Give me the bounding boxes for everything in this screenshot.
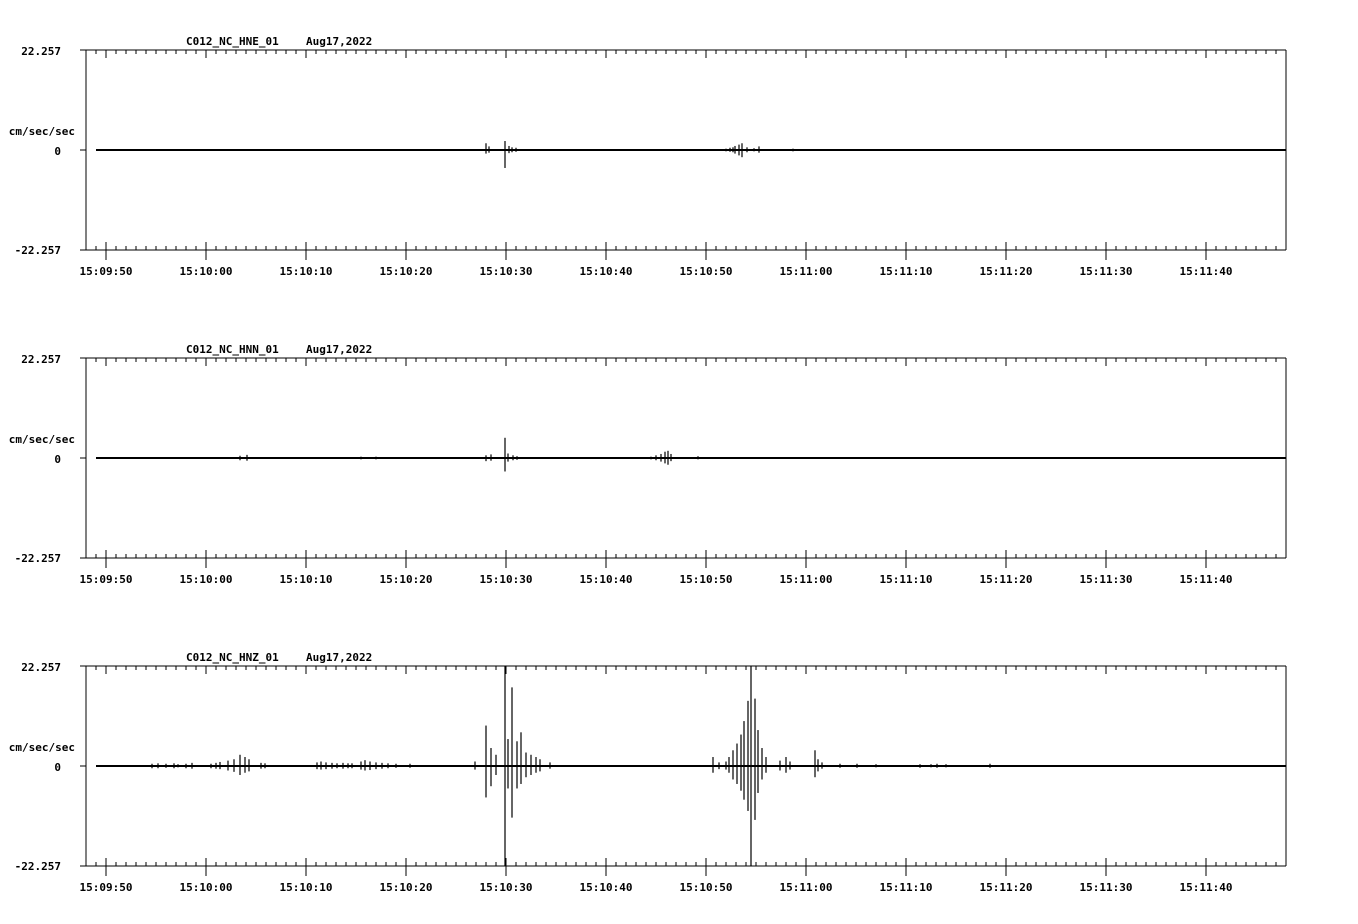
x-tick-label: 15:11:20 [979, 881, 1033, 894]
y-zero-label: 0 [54, 761, 61, 774]
x-tick-label: 15:11:30 [1079, 881, 1133, 894]
x-tick-label: 15:09:50 [79, 265, 133, 278]
channel-title: C012_NC_HNZ_01 [186, 651, 279, 664]
x-tick-label: 15:11:20 [979, 573, 1033, 586]
x-tick-label: 15:10:30 [479, 265, 533, 278]
channel-panel-hnn [9, 343, 1286, 586]
y-zero-label: 0 [54, 145, 61, 158]
x-tick-label: 15:11:10 [879, 265, 933, 278]
x-tick-label: 15:10:50 [679, 573, 733, 586]
x-tick-label: 15:10:00 [179, 265, 233, 278]
x-tick-label: 15:10:20 [379, 881, 433, 894]
x-tick-label: 15:11:30 [1079, 573, 1133, 586]
waveform-marks [80, 666, 1286, 876]
channel-panel-hne [9, 35, 1286, 278]
waveform-marks [80, 358, 1286, 568]
channel-title: C012_NC_HNN_01 [186, 343, 279, 356]
x-tick-label: 15:11:10 [879, 881, 933, 894]
x-tick-label: 15:10:20 [379, 265, 433, 278]
x-tick-label: 15:09:50 [79, 881, 133, 894]
x-tick-label: 15:10:40 [579, 573, 633, 586]
channel-date: Aug17,2022 [306, 35, 373, 48]
x-tick-labels [80, 881, 1233, 894]
y-max-label: 22.257 [21, 661, 61, 674]
x-tick-label: 15:10:40 [579, 265, 633, 278]
x-tick-label: 15:10:00 [179, 573, 233, 586]
channel-panel-hnz [9, 651, 1286, 894]
x-tick-label: 15:11:40 [1179, 265, 1233, 278]
x-tick-labels [80, 573, 1233, 586]
y-max-label: 22.257 [21, 45, 61, 58]
y-unit-label: cm/sec/sec [8, 125, 75, 138]
x-tick-label: 15:10:30 [479, 573, 533, 586]
x-tick-label: 15:11:30 [1079, 265, 1133, 278]
x-tick-label: 15:11:40 [1179, 573, 1233, 586]
channel-title: C012_NC_HNE_01 [186, 35, 279, 48]
x-tick-label: 15:11:00 [779, 573, 833, 586]
x-tick-label: 15:10:10 [279, 573, 333, 586]
x-tick-labels [80, 265, 1233, 278]
y-max-label: 22.257 [21, 353, 61, 366]
x-tick-label: 15:11:00 [779, 265, 833, 278]
y-unit-label: cm/sec/sec [8, 741, 75, 754]
x-tick-label: 15:10:00 [179, 881, 233, 894]
x-tick-label: 15:11:40 [1179, 881, 1233, 894]
x-tick-label: 15:10:50 [679, 265, 733, 278]
y-zero-label: 0 [54, 453, 61, 466]
x-tick-label: 15:10:10 [279, 881, 333, 894]
channel-date: Aug17,2022 [306, 651, 373, 664]
y-min-label: -22.257 [14, 860, 61, 873]
x-tick-label: 15:11:20 [979, 265, 1033, 278]
waveform-marks [80, 50, 1286, 260]
x-tick-label: 15:10:30 [479, 881, 533, 894]
x-tick-label: 15:10:10 [279, 265, 333, 278]
y-unit-label: cm/sec/sec [8, 433, 75, 446]
channel-date: Aug17,2022 [306, 343, 373, 356]
y-min-label: -22.257 [14, 552, 61, 565]
y-min-label: -22.257 [14, 244, 61, 257]
x-tick-label: 15:09:50 [79, 573, 133, 586]
x-tick-label: 15:10:50 [679, 881, 733, 894]
x-tick-label: 15:10:20 [379, 573, 433, 586]
x-tick-label: 15:11:10 [879, 573, 933, 586]
x-tick-label: 15:11:00 [779, 881, 833, 894]
x-tick-label: 15:10:40 [579, 881, 633, 894]
